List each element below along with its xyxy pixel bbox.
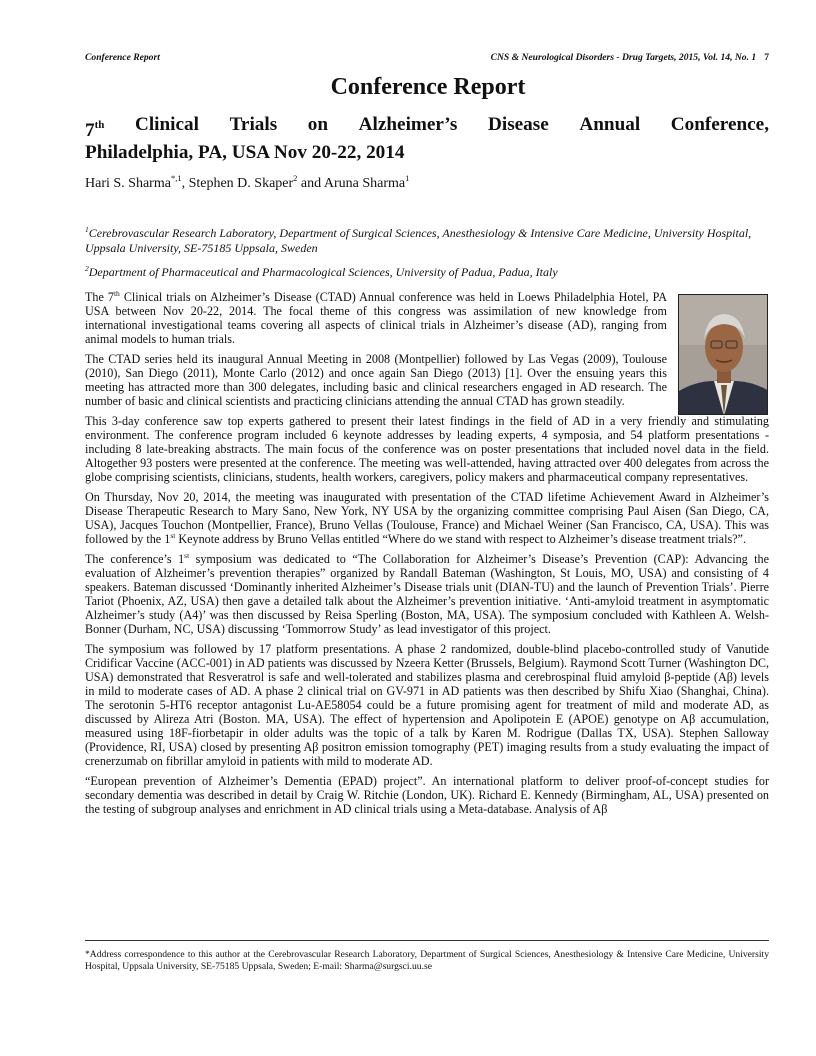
- paragraph: The 7th Clinical trials on Alzheimer’s Disease (CTAD) Annual conference was held in Loews Philadelphia Hotel, PA USA between Nov 20-22, 2014. The focal theme of this congress was assimilation of new knowledge from international investigational teams covering all aspects of clinical trials in Alzheimer’s disease (AD), ranging from animal models to human trials.: [85, 289, 667, 346]
- paragraph: The conference’s 1st symposium was dedicated to “The Collaboration for Alzheimer’s Disease’s Prevention (CAP): Advancing the evaluation of Alzheimer’s prevention therapies” organized by Randall Bateman (Washington, St Louis, MO, USA) and consisting of 4 speakers. Bateman discussed ‘Dominantly inherited Alzheimer’s Disease trials unit (DIAN-TU) and the launch of Prevention Trials’. Pierre Tariot (Phoenix, AZ, USA) then gave a detailed talk about the Alzheimer’s prevention initiative. ‘Anti-amyloid treatment in asymptomatic Alzheimer’s study (A4)’ was then discussed by Reisa Sperling (Boston, MA, USA). The symposium concluded with Kathleen A. Welsh-Bonner (Durham, NC, USA) discussing ‘Tommorrow Study’ as lead investigator of this project.: [85, 551, 769, 636]
- title-word: 7th: [85, 119, 105, 141]
- report-title: Conference Report: [330, 74, 526, 100]
- paragraph: “European prevention of Alzheimer’s Dementia (EPAD) project”. An international platform to deliver proof-of-concept studies for secondary dementia was described in detail by Craig W. Ritchie (London, UK). Richard E. Kennedy (Birmingham, AL, USA) presented on the testing of subgroup analyses and enrichment in AD clinical trials using a Meta-database. Analysis of Aβ: [85, 774, 769, 816]
- author-name: Aruna Sharma: [323, 176, 406, 191]
- affiliation-2: $^2$Department of Pharmaceutical and Pharmacological Sciences, University of Padua, Padua, Italy: [85, 264, 558, 279]
- running-header-right: [491, 52, 769, 63]
- title-word: Conference,: [670, 114, 769, 135]
- paragraph: This 3-day conference saw top experts gathered to present their latest findings in the field of AD in a very friendly and stimulating environment. The conference program included 6 keynote addresses by leading experts, 4 symposia, and 54 platform presentations - including 8 late-breaking abstracts. The main focus of the conference was on poster presentations that included novel data in the field. Altogether 93 posters were presented at the conference. The meeting was well-attended, having attracted over 400 delegates from across the globe comprising scientists, clinicians, students, health workers, caregivers, policy makers and pharmaceutical company representatives.: [85, 414, 769, 484]
- title-word: Disease: [488, 114, 549, 135]
- paragraph: The CTAD series held its inaugural Annual Meeting in 2008 (Montpellier) followed by Las Vegas (2009), Toulouse (2010), San Diego (2011), Monte Carlo (2012) and once again San Diego (2013) [1]. Over the ensuing years this meeting has attracted more than 300 delegates, including basic and clinical researchers engaged in AD research. The number of basic and clinical scientists and practicing clinicians attending the annual CTAD has grown steadily.: [85, 352, 667, 408]
- title-word: Alzheimer’s: [358, 114, 458, 135]
- title-line-2: Philadelphia, PA, USA Nov 20-22, 2014: [85, 142, 405, 163]
- running-header-left: Conference Report: [85, 52, 160, 63]
- article-body: [85, 290, 769, 822]
- article-title: [85, 114, 769, 164]
- title-word: Clinical: [134, 114, 199, 135]
- footnote-divider: [85, 940, 769, 941]
- paragraph: On Thursday, Nov 20, 2014, the meeting was inaugurated with presentation of the CTAD lifetime Achievement Award in Alzheimer’s Disease Therapeutic Research to Mary Sano, New York, NY USA by the organizing committee comprising Paul Aisen (San Diego, CA, USA), Jacques Touchon (Montpellier, France), Bruno Vellas (Toulouse, France) and Michael Weiner (San Francisco, CA, USA). This was followed by the 1st Keynote address by Bruno Vellas entitled “Where do we stand with respect to Alzheimer’s disease treatment trials?”.: [85, 490, 769, 546]
- page-number: 7: [764, 52, 769, 63]
- title-word: Trials: [229, 114, 278, 135]
- title-word: Annual: [579, 114, 641, 135]
- author-name: Hari S. Sharma: [85, 176, 171, 191]
- author-name: Stephen D. Skaper: [188, 176, 294, 191]
- paragraph: The symposium was followed by 17 platform presentations. A phase 2 randomized, double-blind placebo-controlled study of Vanutide Cridificar Vaccine (ACC-001) in AD patients was discussed by Nzeera Ketter (Brussels, Belgium). Raymond Scott Turner (Washington DC, USA) demonstrated that Resveratrol is safe and well-tolerated and stabilizes plasma and cerebrospinal fluid amyloid β-peptide (Aβ) levels in mild to moderate cases of AD. A phase 2 clinical trial on GV-971 in AD patients was then described by Shifu Xiao (Shanghai, China). The serotonin 5-HT6 receptor antagonist Lu-AE58054 could be a future promising agent for treatment of mild and moderate AD, as discussed by Alireza Atri (Boston. MA, USA). The effect of hypertension and Apolipotein E (APOE) genotype on Aβ accumulation, measured using 18F-fiorbetapir in older adults was the topic of a talk by Karen M. Rodrigue (Dallas TX, USA). Stephen Salloway (Providence, RI, USA) closed by presenting Aβ positron emission tomography (PET) imaging results from a study evaluating the impact of crenerzumab on fibrillar amyloid in patients with mild to moderate AD.: [85, 642, 769, 768]
- title-word: on: [307, 114, 329, 135]
- author-list: Hari S. Sharma$^{*,1}$, Stephen D. Skaper$^2$ and Aruna Sharma$^1$: [85, 173, 410, 191]
- journal-citation: CNS & Neurological Disorders - Drug Targets, 2015, Vol. 14, No. 1: [490, 52, 757, 63]
- correspondence-footnote: *Address correspondence to this author at the Cerebrovascular Research Laboratory, Department of Surgical Sciences, Anesthesiology & Intensive Care Medicine, University Hospital, Uppsala University, SE-75185 Uppsala, Sweden; E-mail: Sharma@surgsci.uu.se: [85, 949, 769, 972]
- affiliation-1: $^1$Cerebrovascular Research Laboratory, Department of Surgical Sciences, Anesthesiology & Intensive Care Medicine, University Hospital, Uppsala University, SE-75185 Uppsala, Sweden: [85, 225, 752, 255]
- title-line-1: [85, 114, 769, 142]
